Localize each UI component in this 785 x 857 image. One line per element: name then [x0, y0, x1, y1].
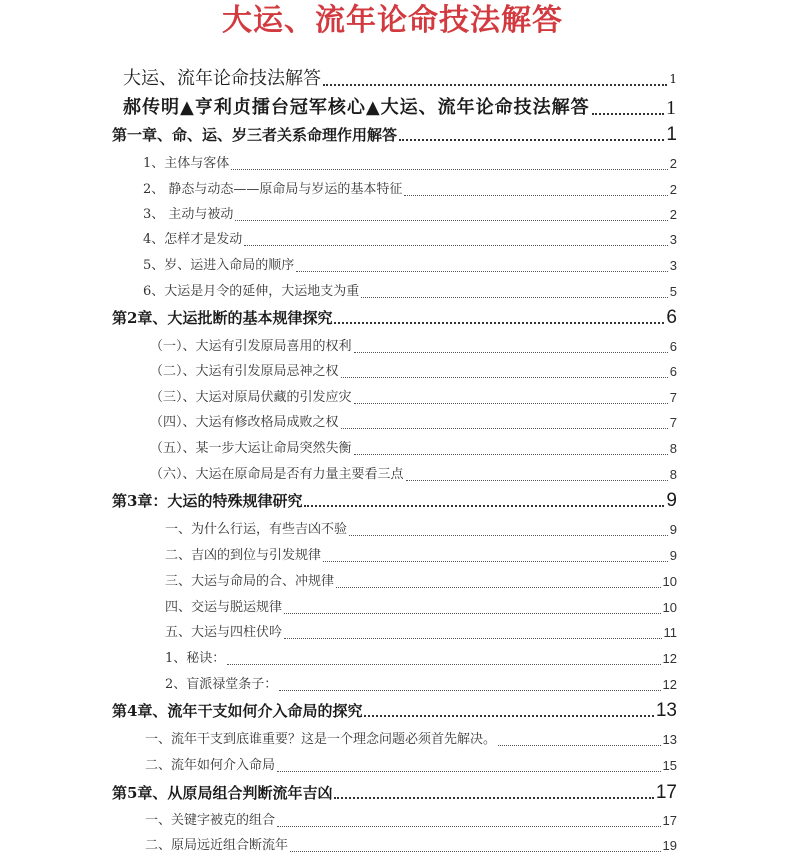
toc-entry-label: 第5章、从原局组合判断流年吉凶 — [112, 784, 333, 802]
toc-section[interactable] — [150, 413, 677, 433]
toc-entry-page: 9 — [666, 490, 677, 511]
dot-leader — [354, 403, 668, 404]
dot-leader — [341, 377, 668, 378]
toc-entry-page: 17 — [662, 813, 677, 828]
toc-entry-label: （四）、大运有修改格局成败之权 — [150, 415, 339, 430]
toc-entry-page: 2 — [669, 207, 677, 222]
toc-entry-page: 1 — [666, 124, 677, 145]
dot-leader — [364, 715, 653, 717]
toc-entry-page: 9 — [669, 548, 677, 563]
toc-entry-page: 12 — [662, 677, 677, 692]
toc-entry-page: 17 — [655, 782, 677, 803]
toc-entry-label: 二、吉凶的到位与引发规律 — [165, 548, 322, 563]
toc-section[interactable] — [150, 439, 677, 459]
toc-chapter[interactable] — [112, 307, 677, 329]
toc-section[interactable] — [143, 154, 677, 174]
dot-leader — [399, 139, 664, 141]
toc-chapter[interactable] — [112, 700, 677, 722]
toc-entry-page: 13 — [655, 700, 677, 721]
toc-section[interactable] — [143, 205, 677, 225]
toc-entry-label: 第2章、大运批断的基本规律探究 — [112, 309, 333, 327]
dot-leader — [341, 428, 668, 429]
toc-chapter[interactable] — [112, 782, 677, 804]
toc-entry-page: 5 — [669, 284, 677, 299]
toc-section[interactable] — [145, 811, 677, 831]
toc-entry-label: （五）、某一步大运让命局突然失衡 — [150, 441, 352, 456]
toc-section[interactable] — [145, 836, 677, 856]
toc-entry-label: 6、大运是月令的延伸，大运地支为重 — [143, 284, 360, 299]
toc-entry-label: （六）、大运在原命局是否有力量主要看三点 — [150, 467, 404, 482]
toc-section[interactable] — [143, 256, 677, 276]
toc-entry-page: 1 — [669, 72, 677, 86]
toc-entry-label: 第3章：大运的特殊规律研究 — [112, 492, 303, 510]
toc-entry-label: 2、盲派禄堂条子： — [165, 677, 278, 692]
toc-entry-page: 8 — [669, 467, 677, 482]
dot-leader — [235, 220, 667, 221]
toc-entry-label: 一、流年干支到底谁重要？这是一个理念问题必须首先解决。 — [145, 732, 497, 747]
dot-leader — [231, 169, 667, 170]
dot-leader — [227, 664, 660, 665]
toc-entry-page: 2 — [669, 156, 677, 171]
toc-entry-label: 第4章、流年干支如何介入命局的探究 — [112, 702, 363, 720]
toc-entry-label: 二、流年如何介入命局 — [145, 758, 276, 773]
dot-leader — [349, 535, 668, 536]
toc-entry-page: 6 — [666, 307, 677, 328]
dot-leader — [406, 480, 668, 481]
toc-entry-page: 12 — [662, 651, 677, 666]
toc-section[interactable] — [143, 282, 677, 302]
dot-leader — [323, 561, 668, 562]
toc-entry-label: 2、 静态与动态——原命局与岁运的基本特征 — [143, 182, 403, 197]
toc-chapter[interactable] — [112, 124, 677, 146]
toc-section[interactable] — [165, 675, 677, 695]
toc-section[interactable] — [165, 520, 677, 540]
document-title: 大运、流年论命技法解答 — [222, 3, 563, 38]
toc-entry-label: 二、原局远近组合断流年 — [145, 838, 289, 853]
toc-entry-label: 5、岁、运进入命局的顺序 — [143, 258, 295, 273]
dot-leader — [290, 851, 661, 852]
toc-entry-label: 4、怎样才是发动 — [143, 232, 243, 247]
toc-entry-page: 10 — [662, 574, 677, 589]
toc-section[interactable] — [165, 546, 677, 566]
toc-section[interactable] — [143, 180, 677, 200]
dot-leader — [323, 84, 667, 86]
toc-section[interactable] — [145, 730, 677, 750]
dot-leader — [277, 826, 661, 827]
toc-section[interactable] — [165, 649, 677, 669]
toc-entry-label: 大运、流年论命技法解答 — [123, 68, 321, 89]
dot-leader — [284, 613, 661, 614]
toc-entry-page: 3 — [669, 258, 677, 273]
dot-leader — [304, 505, 664, 507]
dot-leader — [354, 352, 668, 353]
toc-chapter[interactable] — [112, 490, 677, 512]
toc-section[interactable] — [165, 572, 677, 592]
toc-entry-page: 11 — [663, 625, 677, 640]
dot-leader — [284, 638, 661, 639]
dot-leader — [334, 797, 653, 799]
toc-entry-label: 五、大运与四柱伏吟 — [165, 625, 283, 640]
toc-section[interactable] — [143, 230, 677, 250]
toc-entry-page: 6 — [669, 339, 677, 354]
toc-entry-page: 19 — [662, 838, 677, 853]
toc-entry-label: 一、为什么行运，有些吉凶不验 — [165, 522, 348, 537]
dot-leader — [592, 113, 664, 115]
toc-entry-label: （二）、大运有引发原局忌神之权 — [150, 364, 339, 379]
toc-section[interactable] — [150, 337, 677, 357]
dot-leader — [279, 690, 660, 691]
toc-entry[interactable] — [123, 96, 677, 120]
dot-leader — [277, 771, 661, 772]
toc-entry-page: 8 — [669, 441, 677, 456]
dot-leader — [336, 587, 661, 588]
toc-entry-page: 3 — [669, 232, 677, 247]
toc-entry-label: 郝传明▲亨利贞擂台冠军核心▲大运、流年论命技法解答 — [123, 97, 590, 118]
toc-entry-label: 3、 主动与被动 — [143, 207, 234, 222]
toc-entry-page: 13 — [662, 732, 677, 747]
toc-entry-label: （三）、大运对原局伏藏的引发应灾 — [150, 390, 352, 405]
dot-leader — [354, 454, 668, 455]
toc-section[interactable] — [150, 362, 677, 382]
toc-entry-label: 1、主体与客体 — [143, 156, 230, 171]
toc-entry-page: 9 — [669, 522, 677, 537]
toc-entry-page: 6 — [669, 364, 677, 379]
dot-leader — [361, 297, 667, 298]
toc-section[interactable] — [150, 388, 677, 408]
toc-entry-label: 第一章、命、运、岁三者关系命理作用解答 — [112, 126, 398, 144]
toc-entry-page: 2 — [669, 182, 677, 197]
toc-entry[interactable] — [123, 63, 677, 91]
toc-entry-page: 7 — [669, 415, 677, 430]
toc-entry-page: 7 — [669, 390, 677, 405]
dot-leader — [244, 245, 667, 246]
toc-entry-page: 1 — [666, 97, 677, 119]
dot-leader — [404, 195, 667, 196]
dot-leader — [334, 322, 664, 324]
toc-entry-label: （一）、大运有引发原局喜用的权利 — [150, 339, 352, 354]
toc-entry-label: 1、秘诀： — [165, 651, 226, 666]
toc-entry-label: 三、大运与命局的合、冲规律 — [165, 574, 335, 589]
dot-leader — [498, 745, 661, 746]
toc-entry-label: 一、关键字被克的组合 — [145, 813, 276, 828]
toc-section[interactable] — [165, 623, 677, 643]
toc-section[interactable] — [150, 465, 677, 485]
toc-entry-label: 四、交运与脱运规律 — [165, 600, 283, 615]
toc-section[interactable] — [165, 598, 677, 618]
toc-entry-page: 15 — [662, 758, 677, 773]
toc-entry-page: 10 — [662, 600, 677, 615]
dot-leader — [296, 271, 667, 272]
toc-section[interactable] — [145, 756, 677, 776]
